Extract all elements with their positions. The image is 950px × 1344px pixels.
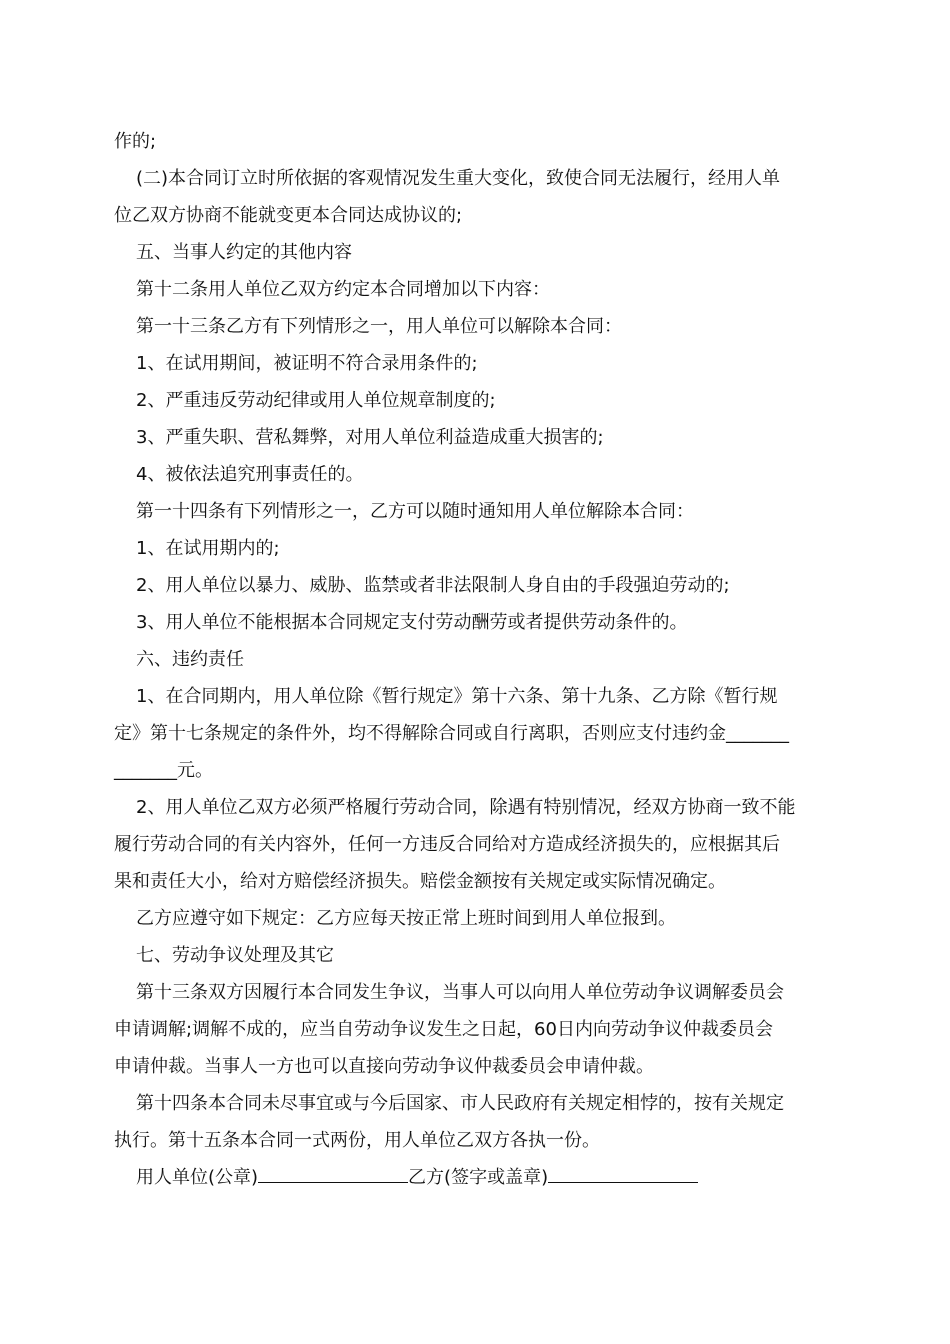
text-line: 2、严重违反劳动纪律或用人单位规章制度的; — [136, 390, 496, 411]
text-line: 1、在合同期内，用人单位除《暂行规定》第十六条、第十九条、乙方除《暂行规 — [136, 686, 778, 707]
text-line: 履行劳动合同的有关内容外，任何一方违反合同给对方造成经济损失的，应根据其后 — [114, 834, 780, 855]
employer-seal-label: 用人单位(公章) — [136, 1167, 259, 1188]
text-line: 第一十三条乙方有下列情形之一，用人单位可以解除本合同： — [136, 316, 622, 337]
text-line: 第十三条双方因履行本合同发生争议，当事人可以向用人单位劳动争议调解委员会 — [136, 982, 784, 1003]
text-line: 3、严重失职、营私舞弊，对用人单位利益造成重大损害的; — [136, 427, 604, 448]
text-line: 第十四条本合同未尽事宜或与今后国家、市人民政府有关规定相悖的，按有关规定 — [136, 1093, 784, 1114]
text-line: 第一十四条有下列情形之一，乙方可以随时通知用人单位解除本合同： — [136, 501, 694, 522]
text-line: 定》第十七条规定的条件外，均不得解除合同或自行离职，否则应支付违约金_______ — [114, 723, 789, 744]
text-line: 2、用人单位乙双方必须严格履行劳动合同，除遇有特别情况，经双方协商一致不能 — [136, 797, 796, 818]
text-line: 作的; — [114, 131, 157, 152]
employer-seal-blank[interactable] — [258, 1160, 408, 1183]
text-line: 1、在试用期间，被证明不符合录用条件的; — [136, 353, 478, 374]
text-line: 乙方应遵守如下规定：乙方应每天按正常上班时间到用人单位报到。 — [136, 908, 676, 929]
text-line: 4、被依法追究刑事责任的。 — [136, 464, 364, 485]
text-line: 五、当事人约定的其他内容 — [136, 242, 352, 263]
text-line: 六、违约责任 — [136, 649, 244, 670]
text-line: 第十二条用人单位乙双方约定本合同增加以下内容： — [136, 279, 550, 300]
text-line: 七、劳动争议处理及其它 — [136, 945, 334, 966]
text-line: (二)本合同订立时所依据的客观情况发生重大变化，致使合同无法履行，经用人单 — [136, 168, 781, 189]
employee-signature-blank[interactable] — [548, 1160, 698, 1183]
text-line: 位乙双方协商不能就变更本合同达成协议的; — [114, 205, 463, 226]
text-line: 申请仲裁。当事人一方也可以直接向劳动争议仲裁委员会申请仲裁。 — [114, 1056, 654, 1077]
text-line: 申请调解;调解不成的，应当自劳动争议发生之日起，60日内向劳动争议仲裁委员会 — [114, 1019, 773, 1040]
employee-signature-label: 乙方(签字或盖章) — [408, 1167, 549, 1188]
document-body — [114, 123, 836, 1196]
text-line: 3、用人单位不能根据本合同规定支付劳动酬劳或者提供劳动条件的。 — [136, 612, 688, 633]
text-line: 1、在试用期内的; — [136, 538, 280, 559]
text-line: _______元。 — [114, 760, 213, 781]
text-line: 执行。第十五条本合同一式两份，用人单位乙双方各执一份。 — [114, 1130, 600, 1151]
signature-row — [114, 1159, 836, 1196]
text-line: 果和责任大小，给对方赔偿经济损失。赔偿金额按有关规定或实际情况确定。 — [114, 871, 726, 892]
text-line: 2、用人单位以暴力、威胁、监禁或者非法限制人身自由的手段强迫劳动的; — [136, 575, 730, 596]
